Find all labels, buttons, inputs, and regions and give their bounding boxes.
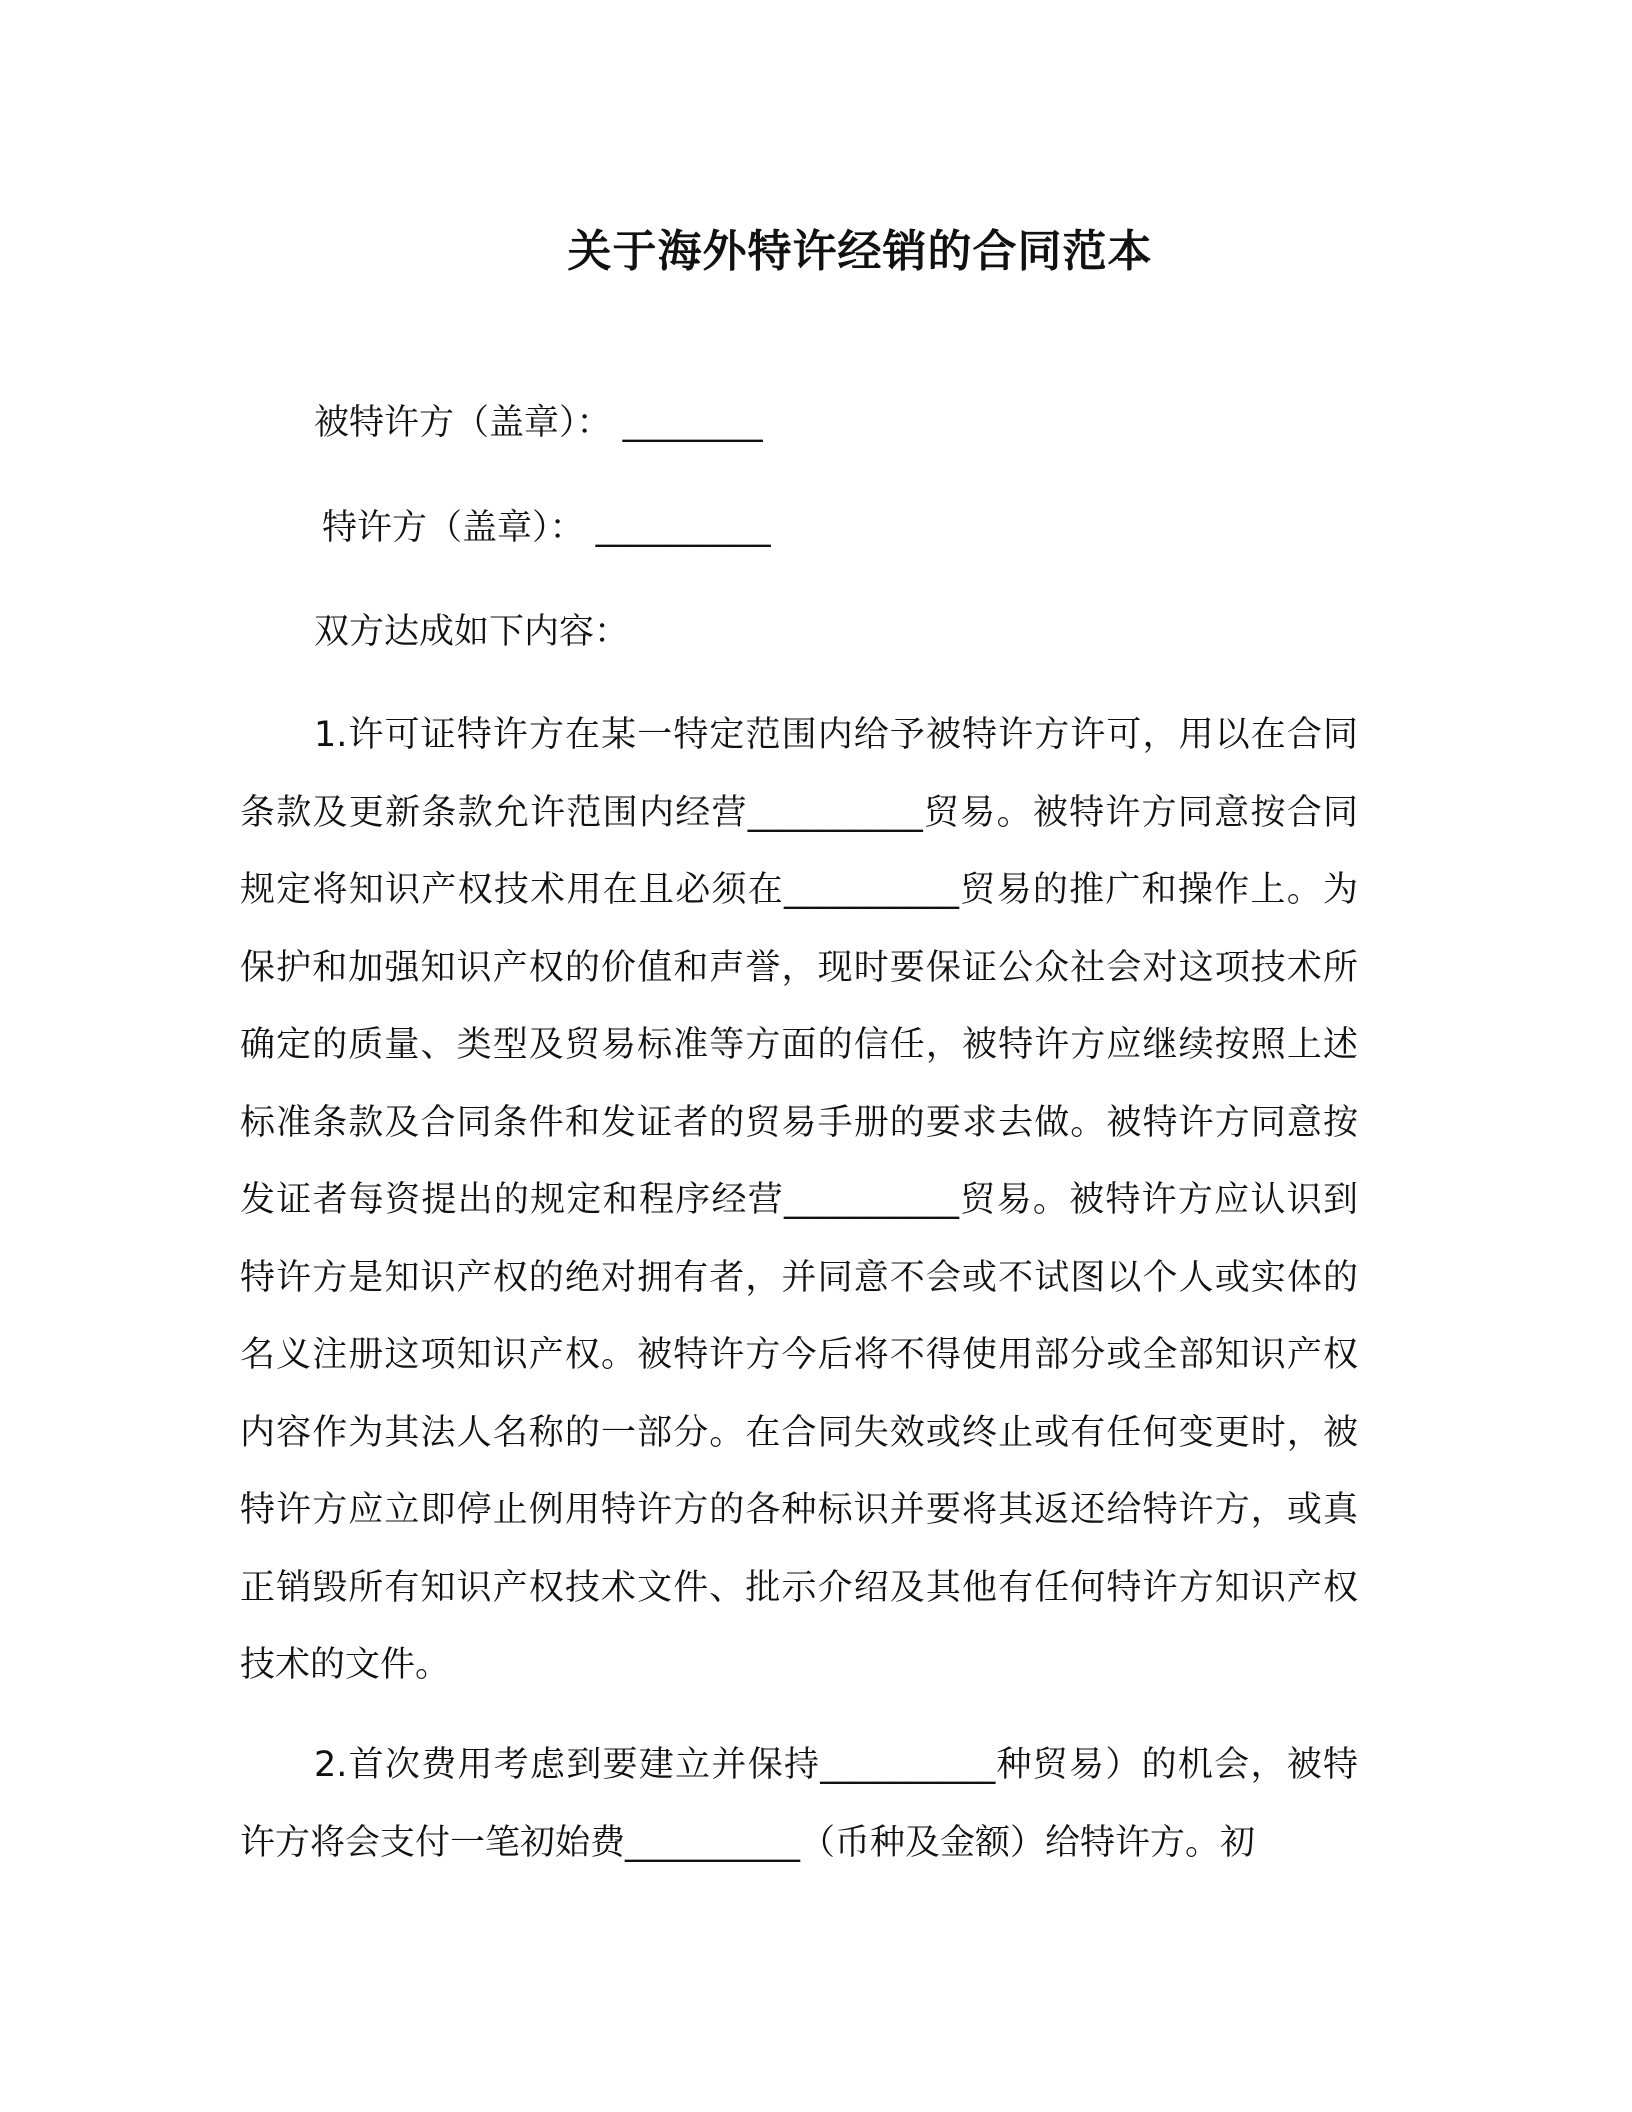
licensee-signature-line [314,398,763,448]
licensee-blank: ________ [622,403,763,443]
document-title: 关于海外特许经销的合同范本 [567,226,1153,277]
licensor-label: 特许方（盖章）： [322,508,585,548]
licensor-signature-line [322,503,771,553]
clause-2-initial-fee: 2.首次费用考虑到要建立并保持__________种贸易）的机会，被特许方将会支付一笔初始费__________（币种及金额）给特许方。初 [240,1745,1358,1863]
agreement-intro: 双方达成如下内容： [314,612,630,652]
licensor-blank: __________ [595,508,771,548]
licensee-label: 被特许方（盖章）： [314,403,612,443]
clause-1-license: 1.许可证特许方在某一特定范围内给予被特许方许可，用以在合同条款及更新条款允许范围内经营__________贸易。被特许方同意按合同规定将知识产权技术用在且必须在__________贸易的推广和操作上。为保护和加强知识产权的价值和声誉，现时要保证公众社会对这项技术所确定的质量、类型及贸易标准等方面的信任，被特许方应继续按照上述标准条款及合同条件和发证者的贸易手册的要求去做。被特许方同意按发证者每资提出的规定和程序经营__________贸易。被特许方应认识到特许方是知识产权的绝对拥有者，并同意不会或不试图以个人或实体的名义注册这项知识产权。被特许方今后将不得使用部分或全部知识产权内容作为其法人名称的一部分。在合同失效或终止或有任何变更时，被特许方应立即停止例用特许方的各种标识并要将其返还给特许方，或真正销毁所有知识产权技术文件、批示介绍及其他有任何特许方知识产权技术的文件。 [240,715,1358,1685]
